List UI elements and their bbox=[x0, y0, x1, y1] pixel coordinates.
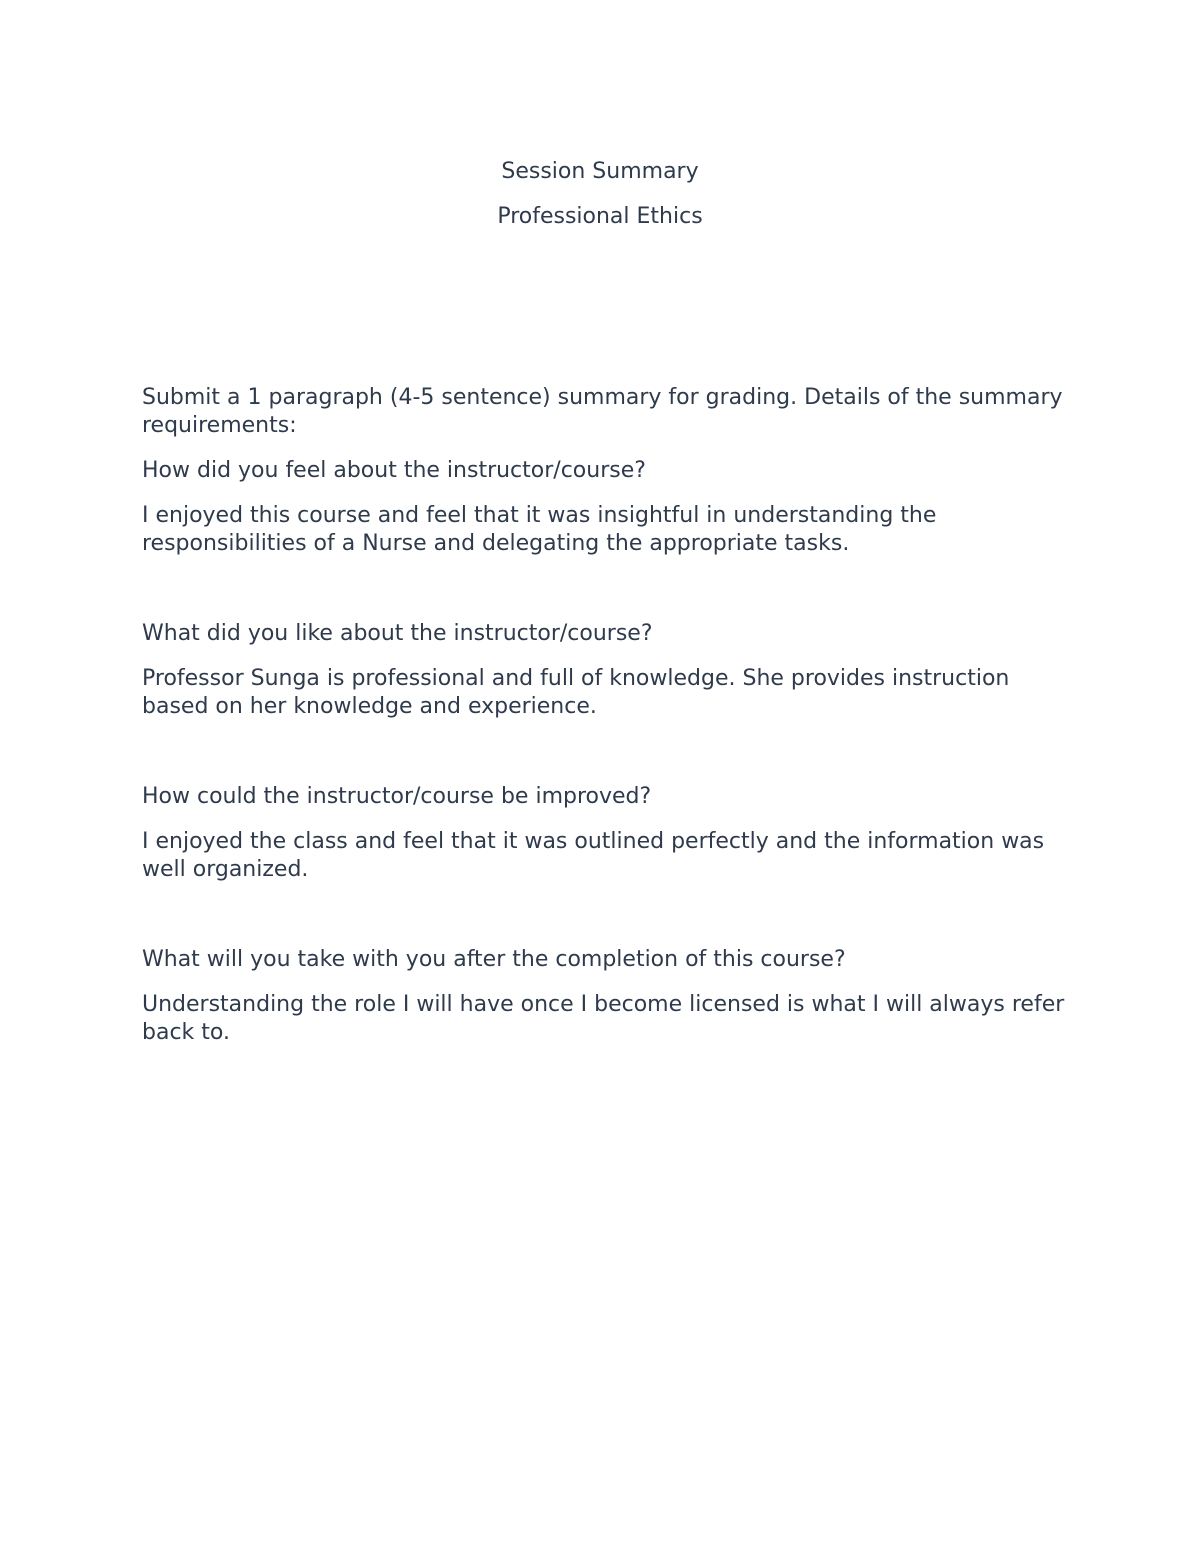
document-body bbox=[142, 384, 1072, 1047]
question-3: How could the instructor/course be improved? bbox=[142, 784, 652, 809]
answer-2: Professor Sunga is professional and full of knowledge. She provides instruction based on her knowledge and experience. bbox=[142, 666, 1010, 719]
document-subtitle: Professional Ethics bbox=[497, 204, 703, 229]
answer-3: I enjoyed the class and feel that it was outlined perfectly and the information was well organized. bbox=[142, 829, 1045, 882]
answer-4: Understanding the role I will have once I become licensed is what I will always refer back to. bbox=[142, 992, 1065, 1045]
question-1: How did you feel about the instructor/course? bbox=[142, 458, 646, 483]
title-block bbox=[0, 158, 1200, 231]
question-4: What will you take with you after the completion of this course? bbox=[142, 947, 846, 972]
instructions-text: Submit a 1 paragraph (4-5 sentence) summary for grading. Details of the summary requirements: bbox=[142, 385, 1063, 438]
answer-1: I enjoyed this course and feel that it was insightful in understanding the responsibilities of a Nurse and delegating the appropriate tasks. bbox=[142, 503, 937, 556]
question-2: What did you like about the instructor/course? bbox=[142, 621, 653, 646]
document-title: Session Summary bbox=[501, 159, 699, 184]
